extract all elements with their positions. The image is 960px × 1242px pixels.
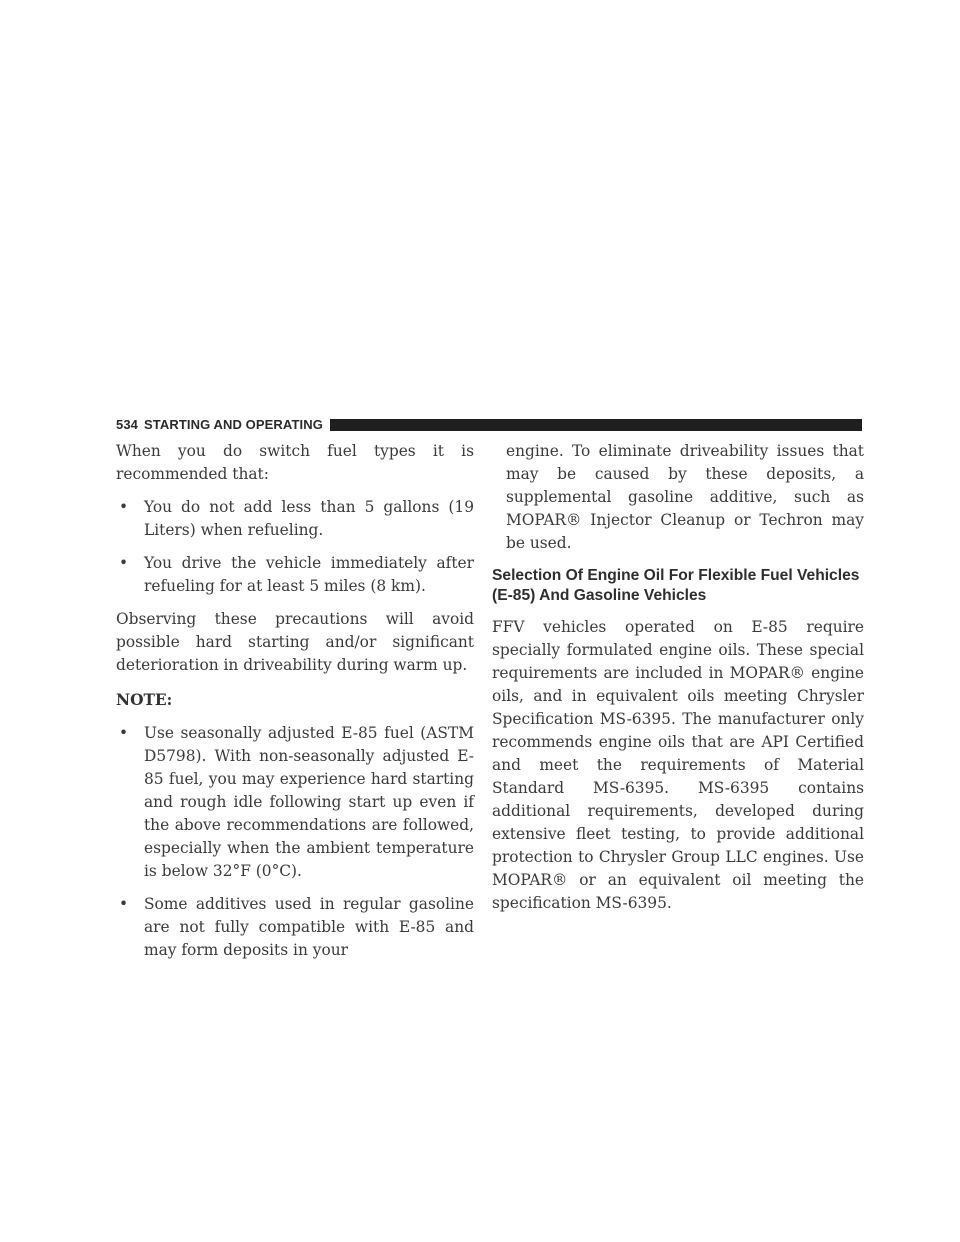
bullet-icon: • [119,554,129,572]
list-item [116,893,474,962]
list-item [116,722,474,883]
list-item [116,496,474,542]
left-column [116,440,474,972]
section-heading: Selection Of Engine Oil For Flexible Fuel Vehicles (E-85) And Gasoline Vehicles [492,567,860,604]
continued-bullet-text: engine. To eliminate driveability issues that may be caused by these deposits, a supplemental gasoline additive, such as MOPAR® Injector Cleanup or Techron may be used. [506,442,864,552]
note-label: NOTE: [116,691,173,709]
list-item-text: You drive the vehicle immediately after refueling for at least 5 miles (8 km). [144,554,474,595]
list-item [116,552,474,598]
precautions-paragraph: Observing these precautions will avoid possible hard starting and/or significant deterioration in driveability during warm up. [116,610,474,674]
list-item-text: You do not add less than 5 gallons (19 Liters) when refueling. [144,498,474,539]
intro-paragraph: When you do switch fuel types it is recommended that: [116,442,474,483]
section-title: STARTING AND OPERATING [144,417,323,432]
list-item-text: Use seasonally adjusted E-85 fuel (ASTM D5798). With non-seasonally adjusted E-85 fuel, you may experience hard starting and rough idle following start up even if the above recommendations are followed, especially when the ambient temperature is below 32°F (0°C). [144,724,474,880]
list-item-text: Some additives used in regular gasoline are not fully compatible with E-85 and may form deposits in your [144,895,474,959]
right-column [492,440,864,915]
page-number: 534 [116,417,138,432]
bullet-icon: • [119,498,129,516]
bullet-icon: • [119,724,129,742]
bullet-icon: • [119,895,129,913]
page-header [116,418,862,432]
engine-oil-paragraph: FFV vehicles operated on E-85 require specially formulated engine oils. These special requirements are included in MOPAR® engine oils, and in equivalent oils meeting Chrysler Specification MS-6395. The manufacturer only recommends engine oils that are API Certified and meet the requirements of Material Standard MS-6395. MS-6395 contains additional requirements, developed during extensive fleet testing, to provide additional protection to Chrysler Group LLC engines. Use MOPAR® or an equivalent oil meeting the specification MS-6395. [492,618,864,912]
header-rule [330,419,862,431]
